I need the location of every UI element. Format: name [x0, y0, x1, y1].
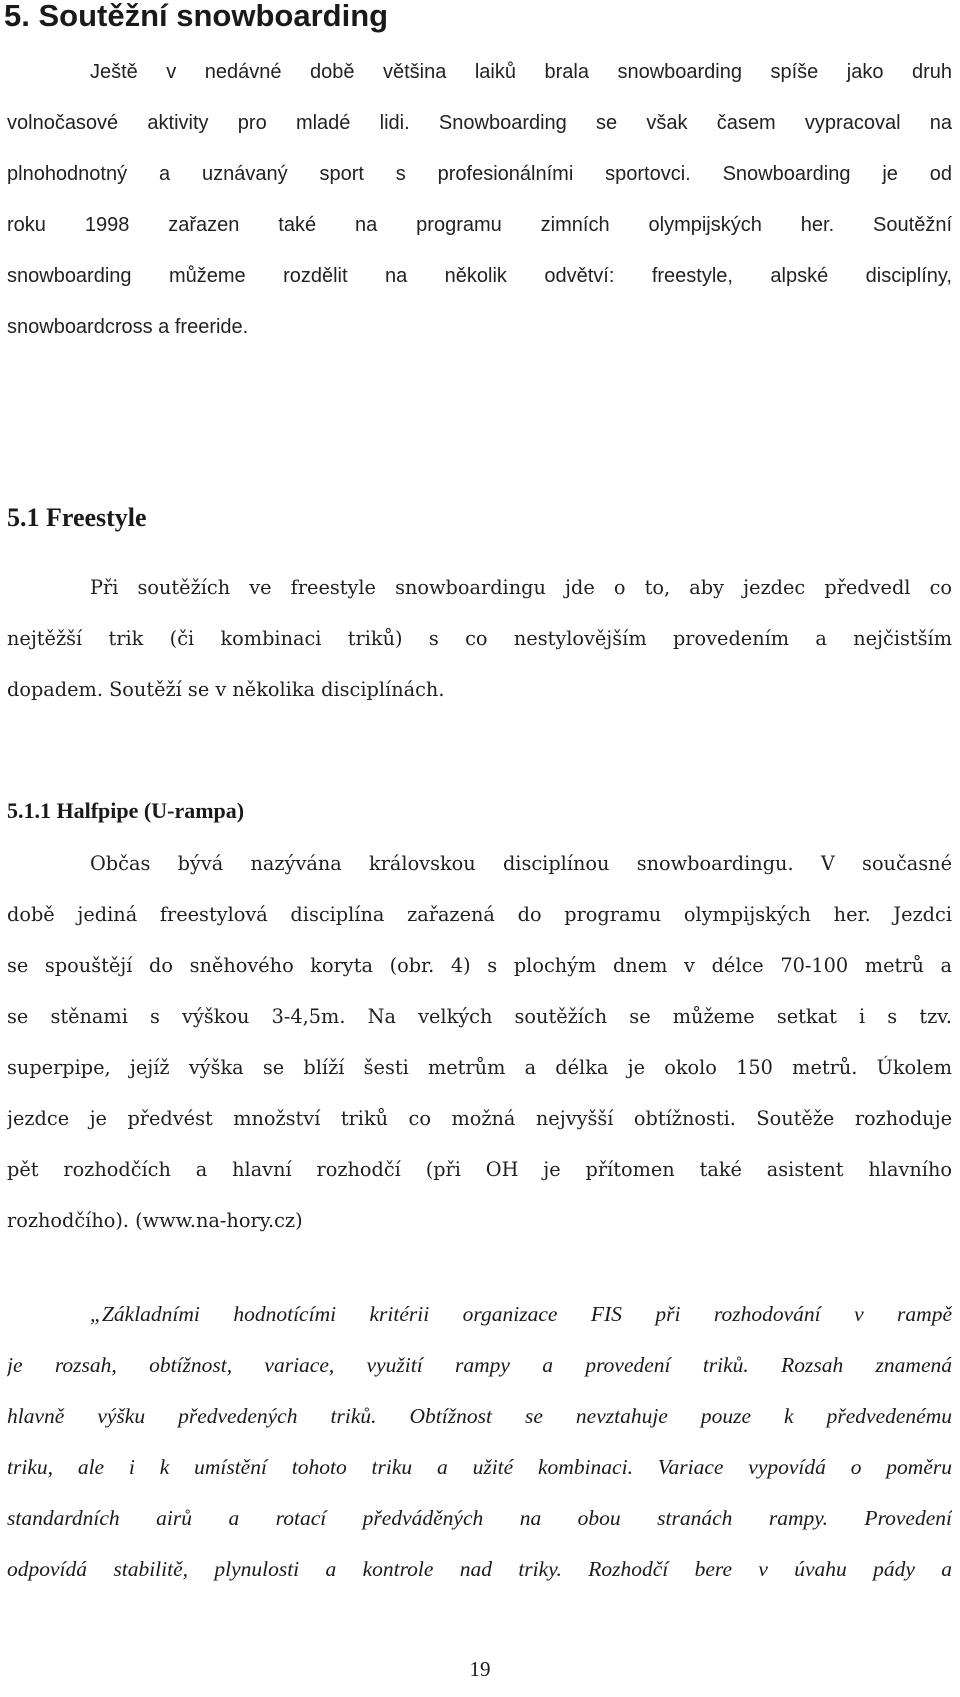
paragraph-line: roku 1998 zařazen také na programu zimních olympijských her. Soutěžní: [7, 214, 952, 236]
quote-line: odpovídá stabilitě, plynulosti a kontrole nad triky. Rozhodčí bere v úvahu pády a: [7, 1557, 952, 1581]
freestyle-paragraph: [7, 562, 952, 715]
page-number: 19: [469, 1657, 491, 1681]
quote-line: je rozsah, obtížnost, variace, využití rampy a provedení triků. Rozsah znamená: [7, 1353, 952, 1377]
paragraph-line: Při soutěžích ve freestyle snowboardingu jde o to, aby jezdec předvedl co: [90, 576, 952, 599]
quote-line: „Základními hodnotícími kritérii organizace FIS při rozhodování v rampě: [90, 1302, 952, 1326]
paragraph-line: pět rozhodčích a hlavní rozhodčí (při OH je přítomen také asistent hlavního: [7, 1158, 952, 1181]
quote-line: triku, ale i k umístění tohoto triku a užité kombinaci. Variace vypovídá o poměru: [7, 1455, 952, 1479]
paragraph-line: plnohodnotný a uznávaný sport s profesionálními sportovci. Snowboarding je od: [7, 163, 952, 185]
fis-criteria-quote: [7, 1289, 952, 1595]
paragraph-line: dopadem. Soutěží se v několika disciplínách.: [7, 678, 445, 701]
paragraph-line: době jediná freestylová disciplína zařazená do programu olympijských her. Jezdci: [7, 903, 952, 926]
paragraph-line: snowboarding můžeme rozdělit na několik odvětví: freestyle, alpské disciplíny,: [7, 265, 952, 287]
paragraph-line: se spouštějí do sněhového koryta (obr. 4) s plochým dnem v délce 70-100 metrů a: [7, 954, 952, 977]
paragraph-line: snowboardcross a freeride.: [7, 316, 249, 338]
paragraph-line: rozhodčího). (www.na-hory.cz): [7, 1209, 303, 1232]
paragraph-line: se stěnami s výškou 3-4,5m. Na velkých soutěžích se můžeme setkat i s tzv.: [7, 1005, 952, 1028]
quote-line: standardních airů a rotací předváděných na obou stranách rampy. Provedení: [7, 1506, 952, 1530]
subsubsection-heading: 5.1.1 Halfpipe (U-rampa): [7, 798, 245, 823]
paragraph-line: Ještě v nedávné době většina laiků brala snowboarding spíše jako druh: [90, 61, 952, 83]
paragraph-line: Občas bývá nazývána královskou disciplínou snowboardingu. V současné: [90, 852, 952, 875]
section-heading: 5. Soutěžní snowboarding: [4, 0, 389, 33]
quote-line: hlavně výšku předvedených triků. Obtížnost se nevztahuje pouze k předvedenému: [7, 1404, 952, 1428]
paragraph-line: superpipe, jejíž výška se blíží šesti metrům a délka je okolo 150 metrů. Úkolem: [7, 1056, 952, 1079]
subsection-heading: 5.1 Freestyle: [7, 503, 147, 532]
paragraph-line: jezdce je předvést množství triků co možná nejvyšší obtížnosti. Soutěže rozhoduje: [7, 1107, 952, 1130]
paragraph-line: volnočasové aktivity pro mladé lidi. Snowboarding se však časem vypracoval na: [7, 112, 952, 134]
section-intro-paragraph: [7, 47, 952, 353]
halfpipe-paragraph: [7, 838, 952, 1246]
paragraph-line: nejtěžší trik (či kombinaci triků) s co nestylovějším provedením a nejčistším: [7, 627, 952, 650]
